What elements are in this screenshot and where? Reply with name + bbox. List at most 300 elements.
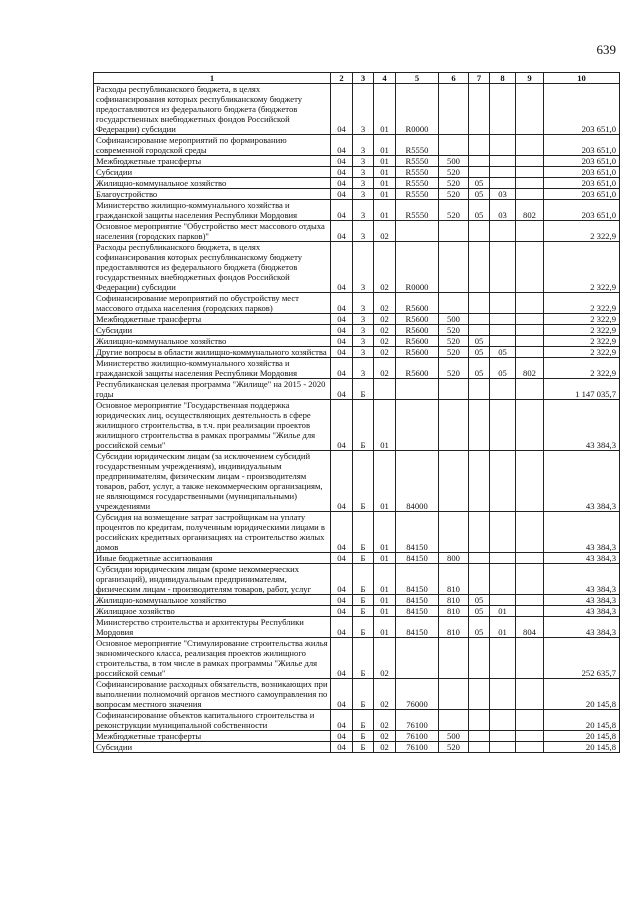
cell-code: Б [353, 731, 374, 742]
cell-code: 01 [374, 617, 396, 638]
cell-code [469, 242, 490, 293]
table-row [94, 314, 620, 325]
cell-code: R5550 [396, 156, 439, 167]
cell-code: 04 [331, 167, 353, 178]
cell-code [439, 638, 469, 679]
cell-description: Софинансирование мероприятий по обустройству мест массового отдыха населения (городских парков) [94, 293, 331, 314]
cell-code: 02 [374, 347, 396, 358]
cell-code: 04 [331, 135, 353, 156]
cell-code [516, 379, 544, 400]
cell-description: Иные бюджетные ассигнования [94, 553, 331, 564]
cell-code [469, 710, 490, 731]
cell-amount: 43 384,3 [544, 553, 620, 564]
cell-code: 802 [516, 358, 544, 379]
cell-code [490, 512, 516, 553]
cell-description: Субсидия на возмещение затрат застройщикам на уплату процентов по кредитам, полученным юридическими лицами в российских кредитных организациях на строительство жилых домов [94, 512, 331, 553]
cell-code: 3 [353, 293, 374, 314]
header-cell: 4 [374, 73, 396, 84]
table-row [94, 178, 620, 189]
table-row [94, 564, 620, 595]
cell-code: 04 [331, 242, 353, 293]
table-row [94, 242, 620, 293]
cell-code [516, 178, 544, 189]
cell-code: 04 [331, 347, 353, 358]
cell-code [469, 221, 490, 242]
cell-code: 01 [374, 135, 396, 156]
cell-code [516, 512, 544, 553]
page-number: 639 [596, 42, 616, 57]
cell-code: 01 [374, 178, 396, 189]
cell-code: 76100 [396, 710, 439, 731]
cell-code: R5600 [396, 336, 439, 347]
cell-code: 04 [331, 189, 353, 200]
table-row [94, 731, 620, 742]
cell-code: 01 [490, 606, 516, 617]
budget-table [93, 72, 620, 753]
cell-code [439, 710, 469, 731]
cell-code [396, 638, 439, 679]
cell-code: 01 [490, 617, 516, 638]
cell-code: 520 [439, 347, 469, 358]
cell-amount: 43 384,3 [544, 400, 620, 451]
cell-code: 810 [439, 564, 469, 595]
table-row [94, 400, 620, 451]
cell-amount: 2 322,9 [544, 293, 620, 314]
cell-code: 520 [439, 336, 469, 347]
table-row [94, 451, 620, 512]
cell-code: 03 [490, 189, 516, 200]
cell-code: 01 [374, 167, 396, 178]
cell-code: 04 [331, 553, 353, 564]
cell-amount: 43 384,3 [544, 606, 620, 617]
cell-code: 01 [374, 595, 396, 606]
cell-code: 500 [439, 731, 469, 742]
table-row [94, 638, 620, 679]
cell-code: 01 [374, 606, 396, 617]
cell-code: 810 [439, 617, 469, 638]
cell-code: 04 [331, 400, 353, 451]
cell-code [469, 731, 490, 742]
cell-description: Жилищно-коммунальное хозяйство [94, 178, 331, 189]
cell-amount: 203 651,0 [544, 200, 620, 221]
cell-code: 04 [331, 679, 353, 710]
cell-code [469, 564, 490, 595]
cell-description: Субсидии юридическим лицам (за исключением субсидий государственным учреждениям), индивидуальным предпринимателям, физическим лицам - производителям товаров, работ, услуг, а также некоммерческим организациям, не являющимся государственными (муниципальными) учреждениями [94, 451, 331, 512]
cell-code [516, 347, 544, 358]
cell-code: 02 [374, 679, 396, 710]
cell-code: 500 [439, 314, 469, 325]
cell-code: Б [353, 606, 374, 617]
table-row [94, 679, 620, 710]
cell-code: 02 [374, 325, 396, 336]
cell-code [516, 595, 544, 606]
cell-code: R5550 [396, 178, 439, 189]
table-row [94, 84, 620, 135]
header-cell: 8 [490, 73, 516, 84]
cell-code: 02 [374, 731, 396, 742]
cell-code [490, 221, 516, 242]
cell-code: 3 [353, 167, 374, 178]
table-row [94, 512, 620, 553]
cell-code: 04 [331, 293, 353, 314]
cell-code: 84150 [396, 553, 439, 564]
cell-code: 05 [469, 347, 490, 358]
cell-code: 3 [353, 189, 374, 200]
cell-code: 04 [331, 617, 353, 638]
cell-description: Основное мероприятие "Обустройство мест массового отдыха населения (городских парков)" [94, 221, 331, 242]
cell-code: Б [353, 710, 374, 731]
cell-description: Межбюджетные трансферты [94, 731, 331, 742]
table-row [94, 167, 620, 178]
cell-code: 05 [469, 336, 490, 347]
cell-code: 3 [353, 156, 374, 167]
cell-code [469, 679, 490, 710]
cell-code [490, 379, 516, 400]
cell-code: Б [353, 617, 374, 638]
cell-code: 84150 [396, 595, 439, 606]
cell-code: 05 [469, 617, 490, 638]
cell-code [469, 638, 490, 679]
table-row [94, 325, 620, 336]
cell-code [516, 553, 544, 564]
cell-code [516, 242, 544, 293]
cell-code [490, 293, 516, 314]
cell-description: Расходы республиканского бюджета, в целях софинансирования которых республиканскому бюджету предоставляются из федерального бюджета (бюджетов государственных внебюджетных фондов Российской Федерации) субсидии [94, 242, 331, 293]
table-row [94, 742, 620, 753]
cell-code: 01 [374, 451, 396, 512]
table-row [94, 200, 620, 221]
cell-code: 3 [353, 221, 374, 242]
cell-code [490, 451, 516, 512]
header-cell: 2 [331, 73, 353, 84]
cell-code: 02 [374, 336, 396, 347]
cell-code [516, 135, 544, 156]
cell-code [516, 400, 544, 451]
cell-code: 520 [439, 325, 469, 336]
table-row [94, 595, 620, 606]
cell-description: Субсидии юридическим лицам (кроме некоммерческих организаций), индивидуальным предпринимателям, физическим лицам - производителям товаров, работ, услуг [94, 564, 331, 595]
cell-description: Субсидии [94, 167, 331, 178]
cell-code: R0000 [396, 84, 439, 135]
cell-code: 05 [469, 200, 490, 221]
cell-code [490, 167, 516, 178]
cell-code [516, 451, 544, 512]
cell-code: 800 [439, 553, 469, 564]
cell-code: Б [353, 553, 374, 564]
cell-code: 76100 [396, 742, 439, 753]
cell-code: Б [353, 742, 374, 753]
cell-code [516, 742, 544, 753]
header-cell: 1 [94, 73, 331, 84]
cell-code: 02 [374, 710, 396, 731]
table-row [94, 336, 620, 347]
cell-code [516, 314, 544, 325]
header-cell: 7 [469, 73, 490, 84]
cell-code: 520 [439, 178, 469, 189]
cell-code: 04 [331, 156, 353, 167]
cell-code: Б [353, 564, 374, 595]
cell-code [516, 679, 544, 710]
cell-code [439, 512, 469, 553]
cell-code [396, 379, 439, 400]
cell-code: 04 [331, 451, 353, 512]
cell-code [490, 400, 516, 451]
cell-code: R5600 [396, 314, 439, 325]
cell-amount: 43 384,3 [544, 595, 620, 606]
cell-description: Министерство жилищно-коммунального хозяйства и гражданской защиты населения Республики Мордовия [94, 358, 331, 379]
cell-amount: 43 384,3 [544, 512, 620, 553]
cell-code: 802 [516, 200, 544, 221]
cell-code: 01 [374, 189, 396, 200]
cell-code [490, 564, 516, 595]
cell-code [439, 451, 469, 512]
cell-amount: 43 384,3 [544, 451, 620, 512]
cell-code [439, 84, 469, 135]
cell-code: 05 [469, 178, 490, 189]
cell-amount: 20 145,8 [544, 731, 620, 742]
cell-code [439, 135, 469, 156]
cell-code: 520 [439, 189, 469, 200]
cell-code [490, 135, 516, 156]
table-row [94, 617, 620, 638]
cell-code: 02 [374, 742, 396, 753]
cell-code: 02 [374, 293, 396, 314]
cell-code [439, 400, 469, 451]
cell-code [490, 595, 516, 606]
cell-description: Основное мероприятие "Государственная поддержка юридических лиц, осуществляющих деятельность в сфере жилищного строительства, в т.ч. при реализации проектов жилищного строительства в рамках программы "Жилье для российской семьи" [94, 400, 331, 451]
cell-code: 02 [374, 638, 396, 679]
cell-code [490, 242, 516, 293]
cell-code: 01 [374, 156, 396, 167]
cell-amount: 203 651,0 [544, 84, 620, 135]
table-row [94, 189, 620, 200]
cell-code: 02 [374, 221, 396, 242]
cell-code: 04 [331, 638, 353, 679]
table-row [94, 710, 620, 731]
cell-code: 04 [331, 221, 353, 242]
cell-code: 01 [374, 84, 396, 135]
cell-code: 04 [331, 379, 353, 400]
cell-code: 01 [374, 400, 396, 451]
cell-amount: 2 322,9 [544, 314, 620, 325]
cell-code: 520 [439, 742, 469, 753]
cell-code: 3 [353, 336, 374, 347]
cell-code: 05 [490, 347, 516, 358]
table-row [94, 379, 620, 400]
header-cell: 3 [353, 73, 374, 84]
cell-code: 02 [374, 314, 396, 325]
header-cell: 9 [516, 73, 544, 84]
cell-code [490, 553, 516, 564]
cell-code: 05 [469, 358, 490, 379]
cell-code: R5600 [396, 358, 439, 379]
cell-description: Другие вопросы в области жилищно-коммунального хозяйства [94, 347, 331, 358]
cell-code: 04 [331, 314, 353, 325]
cell-code: 3 [353, 178, 374, 189]
cell-code: 01 [374, 512, 396, 553]
cell-code [516, 731, 544, 742]
cell-description: Софинансирование мероприятий по формированию современной городской среды [94, 135, 331, 156]
cell-code: 04 [331, 595, 353, 606]
cell-amount: 2 322,9 [544, 242, 620, 293]
cell-code [469, 379, 490, 400]
cell-code: Б [353, 512, 374, 553]
cell-description: Республиканская целевая программа "Жилище" на 2015 - 2020 годы [94, 379, 331, 400]
cell-description: Расходы республиканского бюджета, в целях софинансирования которых республиканскому бюджету предоставляются из федерального бюджета (бюджетов государственных внебюджетных фондов Российской Федерации) субсидии [94, 84, 331, 135]
cell-code: 01 [374, 564, 396, 595]
cell-code: Б [353, 595, 374, 606]
header-row [94, 73, 620, 84]
cell-code: 804 [516, 617, 544, 638]
cell-amount: 20 145,8 [544, 679, 620, 710]
table-row [94, 156, 620, 167]
cell-code [490, 84, 516, 135]
cell-code: 01 [374, 553, 396, 564]
cell-code: 05 [490, 358, 516, 379]
cell-code [439, 221, 469, 242]
cell-code: 84150 [396, 606, 439, 617]
cell-description: Субсидии [94, 742, 331, 753]
table-row [94, 221, 620, 242]
cell-code: Б [353, 379, 374, 400]
cell-code: 84150 [396, 617, 439, 638]
cell-code [490, 638, 516, 679]
cell-code [374, 379, 396, 400]
cell-code: 02 [374, 358, 396, 379]
cell-amount: 2 322,9 [544, 358, 620, 379]
cell-code: 84000 [396, 451, 439, 512]
cell-amount: 2 322,9 [544, 347, 620, 358]
cell-code: 3 [353, 325, 374, 336]
cell-description: Благоустройство [94, 189, 331, 200]
cell-code [469, 742, 490, 753]
cell-description: Субсидии [94, 325, 331, 336]
cell-code: R0000 [396, 242, 439, 293]
cell-description: Министерство жилищно-коммунального хозяйства и гражданской защиты населения Республики Мордовия [94, 200, 331, 221]
cell-code: 810 [439, 595, 469, 606]
cell-code: 04 [331, 564, 353, 595]
cell-code [516, 167, 544, 178]
cell-code: 05 [469, 595, 490, 606]
table-row [94, 358, 620, 379]
cell-code [469, 156, 490, 167]
cell-code [516, 564, 544, 595]
cell-description: Жилищное хозяйство [94, 606, 331, 617]
cell-code [516, 221, 544, 242]
table-row [94, 347, 620, 358]
cell-code: 3 [353, 135, 374, 156]
cell-amount: 203 651,0 [544, 189, 620, 200]
cell-amount: 203 651,0 [544, 178, 620, 189]
cell-code: R5550 [396, 189, 439, 200]
cell-amount: 1 147 035,7 [544, 379, 620, 400]
cell-code [469, 135, 490, 156]
cell-code [516, 606, 544, 617]
cell-code: 84150 [396, 564, 439, 595]
cell-amount: 2 322,9 [544, 325, 620, 336]
cell-code [469, 84, 490, 135]
cell-description: Министерство строительства и архитектуры Республики Мордовия [94, 617, 331, 638]
cell-code [469, 167, 490, 178]
cell-amount: 20 145,8 [544, 710, 620, 731]
cell-code: 3 [353, 314, 374, 325]
cell-code: 04 [331, 742, 353, 753]
cell-code [439, 379, 469, 400]
cell-code: R5550 [396, 135, 439, 156]
cell-code: 04 [331, 731, 353, 742]
cell-code: 02 [374, 242, 396, 293]
cell-code: R5600 [396, 347, 439, 358]
cell-code [469, 325, 490, 336]
cell-description: Софинансирование расходных обязательств, возникающих при выполнении полномочий органов местного самоуправления по вопросам местного значения [94, 679, 331, 710]
cell-code [490, 156, 516, 167]
cell-code [439, 242, 469, 293]
cell-code: R5600 [396, 293, 439, 314]
cell-code [490, 742, 516, 753]
cell-code [469, 400, 490, 451]
cell-code [469, 553, 490, 564]
cell-amount: 203 651,0 [544, 135, 620, 156]
cell-code: 04 [331, 336, 353, 347]
cell-amount: 2 322,9 [544, 336, 620, 347]
cell-amount: 20 145,8 [544, 742, 620, 753]
cell-code: 04 [331, 178, 353, 189]
cell-code [469, 293, 490, 314]
cell-code: 84150 [396, 512, 439, 553]
cell-code: 3 [353, 358, 374, 379]
cell-code [469, 451, 490, 512]
cell-code [490, 731, 516, 742]
cell-code [516, 84, 544, 135]
cell-code: Б [353, 679, 374, 710]
cell-code: R5550 [396, 200, 439, 221]
cell-code: 04 [331, 710, 353, 731]
cell-description: Софинансирование объектов капитального строительства и реконструкции муниципальной собственности [94, 710, 331, 731]
cell-code [439, 679, 469, 710]
cell-code [516, 189, 544, 200]
cell-code [516, 638, 544, 679]
cell-code: 04 [331, 325, 353, 336]
cell-code: 810 [439, 606, 469, 617]
cell-code: Б [353, 400, 374, 451]
cell-code: 05 [469, 606, 490, 617]
cell-description: Межбюджетные трансферты [94, 314, 331, 325]
header-cell: 6 [439, 73, 469, 84]
cell-code: 3 [353, 347, 374, 358]
cell-code: 500 [439, 156, 469, 167]
cell-code [516, 293, 544, 314]
cell-code: 76100 [396, 731, 439, 742]
header-cell: 5 [396, 73, 439, 84]
table-row [94, 553, 620, 564]
cell-amount: 43 384,3 [544, 564, 620, 595]
cell-code: 05 [469, 189, 490, 200]
cell-code: 03 [490, 200, 516, 221]
cell-description: Жилищно-коммунальное хозяйство [94, 595, 331, 606]
cell-code [490, 710, 516, 731]
cell-code [490, 178, 516, 189]
cell-code: 3 [353, 200, 374, 221]
table-row [94, 293, 620, 314]
cell-code [490, 314, 516, 325]
cell-code [516, 336, 544, 347]
cell-code: 520 [439, 200, 469, 221]
cell-code [490, 679, 516, 710]
header-cell: 10 [544, 73, 620, 84]
cell-code [469, 314, 490, 325]
cell-code: Б [353, 638, 374, 679]
cell-code: 3 [353, 84, 374, 135]
